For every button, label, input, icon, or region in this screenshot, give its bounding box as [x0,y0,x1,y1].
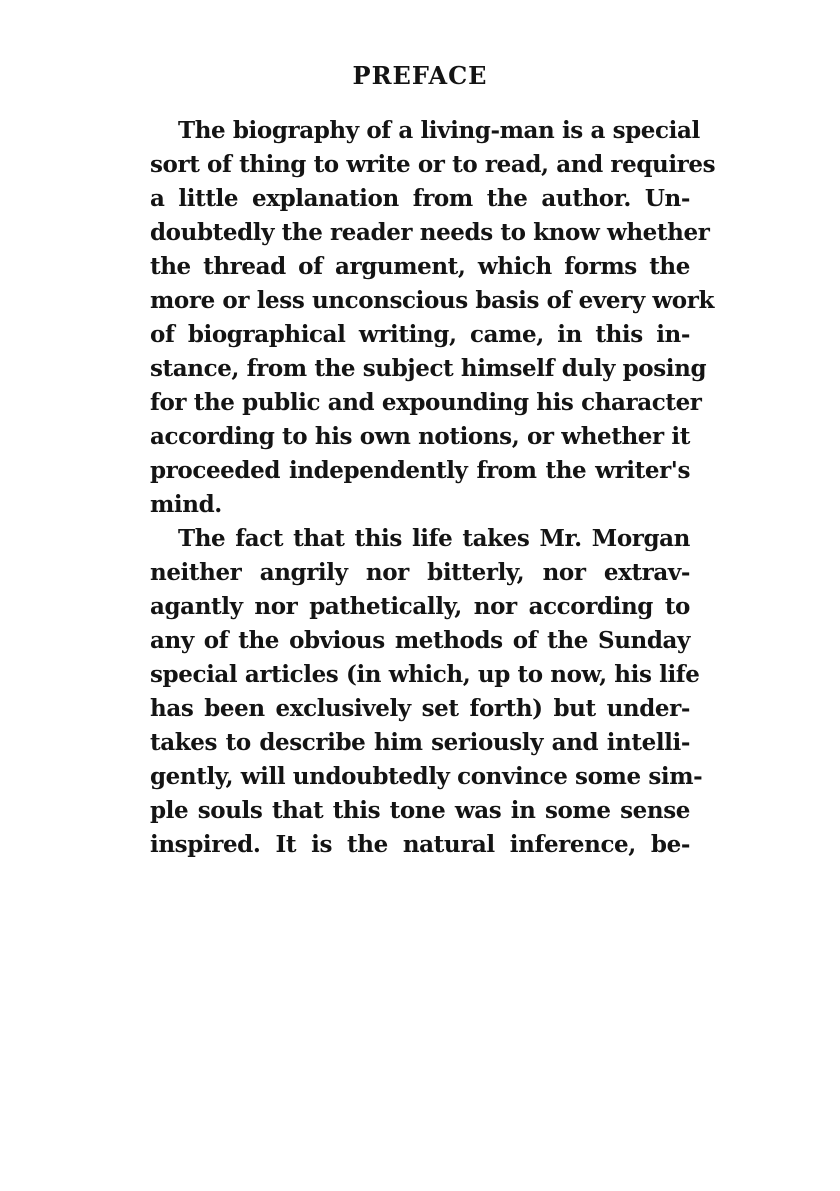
text-line: according to his own notions, or whether it [150,423,690,450]
text-line: takes to describe him seriously and intelli- [150,729,690,756]
preface-text [150,114,716,862]
paragraph-2 [150,522,703,862]
text-line: the thread of argument, which forms the [150,253,690,280]
text-line: agantly nor pathetically, nor according to [150,593,690,620]
paragraph-1 [150,114,716,522]
text-line: a little explanation from the author. Un- [150,185,690,212]
text-line: gently, will undoubtedly convince some sim- [150,763,703,790]
text-line: inspired. It is the natural inference, be- [150,831,690,858]
text-line: ple souls that this tone was in some sense [150,797,690,824]
text-line: any of the obvious methods of the Sunday [150,627,690,654]
text-line: The biography of a living-man is a special [178,117,700,144]
text-line: sort of thing to write or to read, and requires [150,151,716,178]
text-line: doubtedly the reader needs to know whether [150,219,710,246]
text-line: of biographical writing, came, in this in- [150,321,690,348]
text-line: mind. [150,491,222,518]
text-line: neither angrily nor bitterly, nor extrav- [150,559,690,586]
text-line: proceeded independently from the writer's [150,457,690,484]
text-line: special articles (in which, up to now, his life [150,661,700,688]
text-line: has been exclusively set forth) but under- [150,695,690,722]
text-line: for the public and expounding his character [150,389,702,416]
text-line: The fact that this life takes Mr. Morgan [178,525,690,552]
text-line: more or less unconscious basis of every work [150,287,714,314]
page-title: PREFACE [352,61,488,90]
text-line: stance, from the subject himself duly posing [150,355,707,382]
